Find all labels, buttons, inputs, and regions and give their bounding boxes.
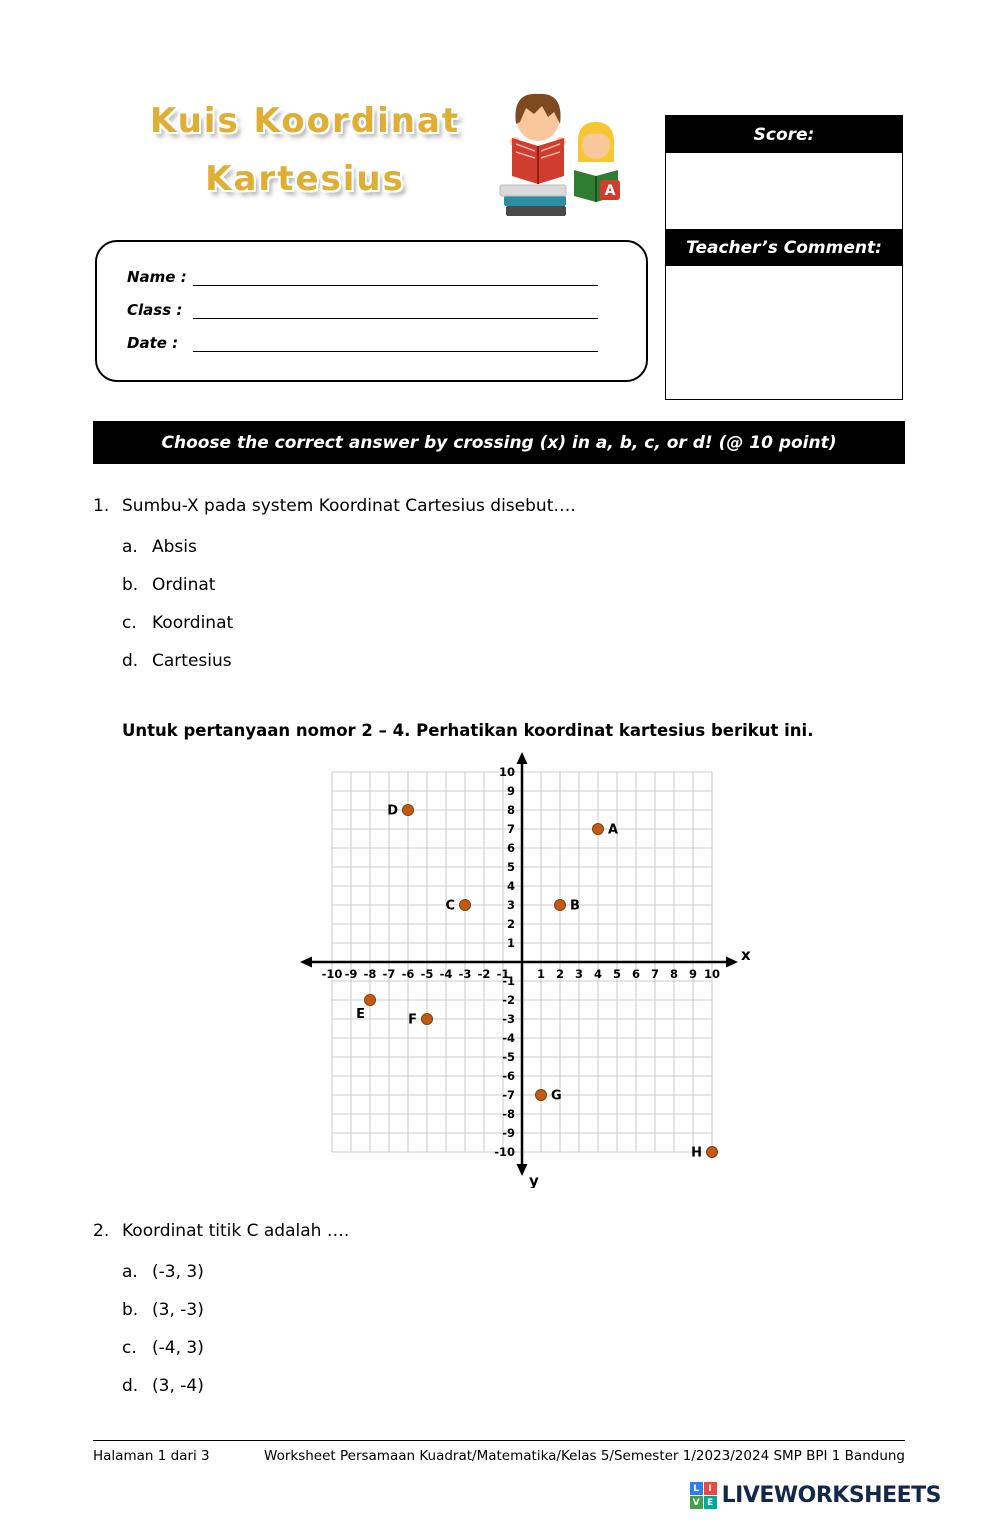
option-letter: c.: [122, 613, 137, 633]
teacher-comment-label: Teacher’s Comment:: [666, 229, 902, 266]
option-text: (3, -3): [152, 1300, 204, 1320]
question-1-option-d[interactable]: [122, 651, 893, 671]
question-1: [93, 496, 893, 671]
question-1-option-a[interactable]: [122, 537, 893, 557]
date-row: [127, 334, 598, 352]
question-2-option-a[interactable]: [122, 1262, 893, 1282]
svg-text:1: 1: [506, 936, 515, 950]
svg-text:-5: -5: [502, 1050, 515, 1064]
liveworksheets-logo-icon: L I V E: [690, 1482, 717, 1509]
svg-text:-1: -1: [496, 967, 510, 981]
book-letter: A: [604, 183, 616, 199]
instruction-banner: Choose the correct answer by crossing (x) in a, b, c, or d! (@ 10 point): [93, 421, 905, 464]
svg-text:-3: -3: [502, 1012, 515, 1026]
svg-text:4: 4: [593, 967, 603, 981]
svg-text:-4: -4: [502, 1031, 515, 1045]
svg-text:-9: -9: [502, 1126, 515, 1140]
question-2-number: 2.: [93, 1221, 110, 1241]
question-2-option-d[interactable]: [122, 1376, 893, 1396]
svg-text:-7: -7: [382, 967, 396, 981]
question-1-text: Sumbu-X pada system Koordinat Cartesius disebut….: [122, 496, 576, 516]
cartesian-grid-chart: [285, 750, 765, 1188]
svg-text:E: E: [356, 1007, 365, 1022]
question-2-option-c[interactable]: [122, 1338, 893, 1358]
svg-text:H: H: [691, 1145, 702, 1161]
option-text: Absis: [152, 537, 197, 557]
svg-text:2: 2: [506, 917, 515, 931]
svg-text:7: 7: [650, 967, 660, 981]
question-2-text: Koordinat titik C adalah ….: [122, 1221, 350, 1241]
svg-text:1: 1: [536, 967, 546, 981]
svg-text:-6: -6: [401, 967, 415, 981]
svg-text:-1: -1: [502, 974, 515, 988]
svg-text:3: 3: [506, 898, 515, 912]
svg-text:-7: -7: [502, 1088, 515, 1102]
svg-text:-4: -4: [439, 967, 453, 981]
worksheet-title-line1: Kuis Koordinat: [149, 101, 461, 141]
svg-text:4: 4: [506, 879, 515, 893]
svg-text:5: 5: [506, 860, 515, 874]
svg-text:7: 7: [506, 822, 515, 836]
question-1-option-b[interactable]: [122, 575, 893, 595]
svg-text:F: F: [408, 1012, 417, 1028]
option-letter: c.: [122, 1338, 137, 1358]
svg-text:-8: -8: [502, 1107, 515, 1121]
chart-instruction-note: Untuk pertanyaan nomor 2 – 4. Perhatikan koordinat kartesius berikut ini.: [122, 721, 814, 740]
score-entry-area: [666, 153, 902, 229]
svg-text:6: 6: [506, 841, 515, 855]
date-label: Date :: [127, 334, 179, 352]
svg-text:G: G: [551, 1088, 562, 1104]
svg-text:8: 8: [506, 803, 515, 817]
footer: [93, 1448, 905, 1464]
question-1-head: [93, 496, 893, 516]
worksheet-title-line2: Kartesius: [205, 159, 405, 199]
option-text: Ordinat: [152, 575, 216, 595]
score-label: Score:: [666, 116, 902, 153]
name-row: [127, 268, 598, 286]
name-label: Name :: [127, 268, 187, 286]
liveworksheets-logo[interactable]: [690, 1482, 941, 1509]
worksheet-title: [140, 92, 470, 208]
question-2-head: [93, 1221, 893, 1241]
svg-text:2: 2: [555, 967, 565, 981]
svg-text:-5: -5: [420, 967, 434, 981]
svg-text:C: C: [445, 898, 455, 914]
option-letter: b.: [122, 1300, 139, 1320]
name-input-line[interactable]: [193, 270, 598, 286]
date-input-line[interactable]: [193, 336, 598, 352]
question-2-option-b[interactable]: [122, 1300, 893, 1320]
svg-text:-8: -8: [363, 967, 377, 981]
svg-text:6: 6: [631, 967, 641, 981]
option-text: (3, -4): [152, 1376, 204, 1396]
svg-text:10: 10: [703, 967, 721, 981]
svg-text:10: 10: [498, 765, 515, 779]
svg-text:9: 9: [506, 784, 515, 798]
svg-text:-6: -6: [502, 1069, 515, 1083]
svg-text:5: 5: [612, 967, 622, 981]
footer-page-number: Halaman 1 dari 3: [93, 1448, 210, 1464]
option-text: (-3, 3): [152, 1262, 204, 1282]
option-text: Koordinat: [152, 613, 234, 633]
option-text: Cartesius: [152, 651, 232, 671]
svg-text:-3: -3: [458, 967, 472, 981]
svg-text:-10: -10: [321, 967, 343, 981]
option-letter: d.: [122, 1376, 139, 1396]
class-row: [127, 301, 598, 319]
svg-text:x: x: [741, 946, 751, 964]
svg-text:A: A: [608, 822, 619, 838]
svg-text:8: 8: [669, 967, 679, 981]
footer-divider: [93, 1440, 905, 1441]
svg-text:B: B: [570, 898, 580, 914]
liveworksheets-logo-text: LIVEWORKSHEETS: [721, 1483, 941, 1508]
svg-text:-2: -2: [477, 967, 491, 981]
option-letter: d.: [122, 651, 139, 671]
option-text: (-4, 3): [152, 1338, 204, 1358]
question-2: [93, 1221, 893, 1396]
svg-text:-9: -9: [344, 967, 358, 981]
question-1-number: 1.: [93, 496, 110, 516]
svg-text:-2: -2: [502, 993, 515, 1007]
score-panel: [665, 115, 903, 400]
option-letter: b.: [122, 575, 139, 595]
student-info-box: [95, 240, 648, 382]
svg-text:-10: -10: [494, 1145, 515, 1159]
question-1-option-c[interactable]: [122, 613, 893, 633]
svg-text:3: 3: [574, 967, 584, 981]
option-letter: a.: [122, 537, 138, 557]
svg-text:y: y: [529, 1172, 539, 1188]
svg-text:9: 9: [688, 967, 698, 981]
kids-reading-illustration: [492, 80, 640, 232]
option-letter: a.: [122, 1262, 138, 1282]
class-input-line[interactable]: [193, 303, 598, 319]
class-label: Class :: [127, 301, 183, 319]
svg-text:D: D: [387, 803, 398, 819]
footer-worksheet-info: Worksheet Persamaan Kuadrat/Matematika/Kelas 5/Semester 1/2023/2024 SMP BPI 1 Bandung: [264, 1448, 905, 1464]
